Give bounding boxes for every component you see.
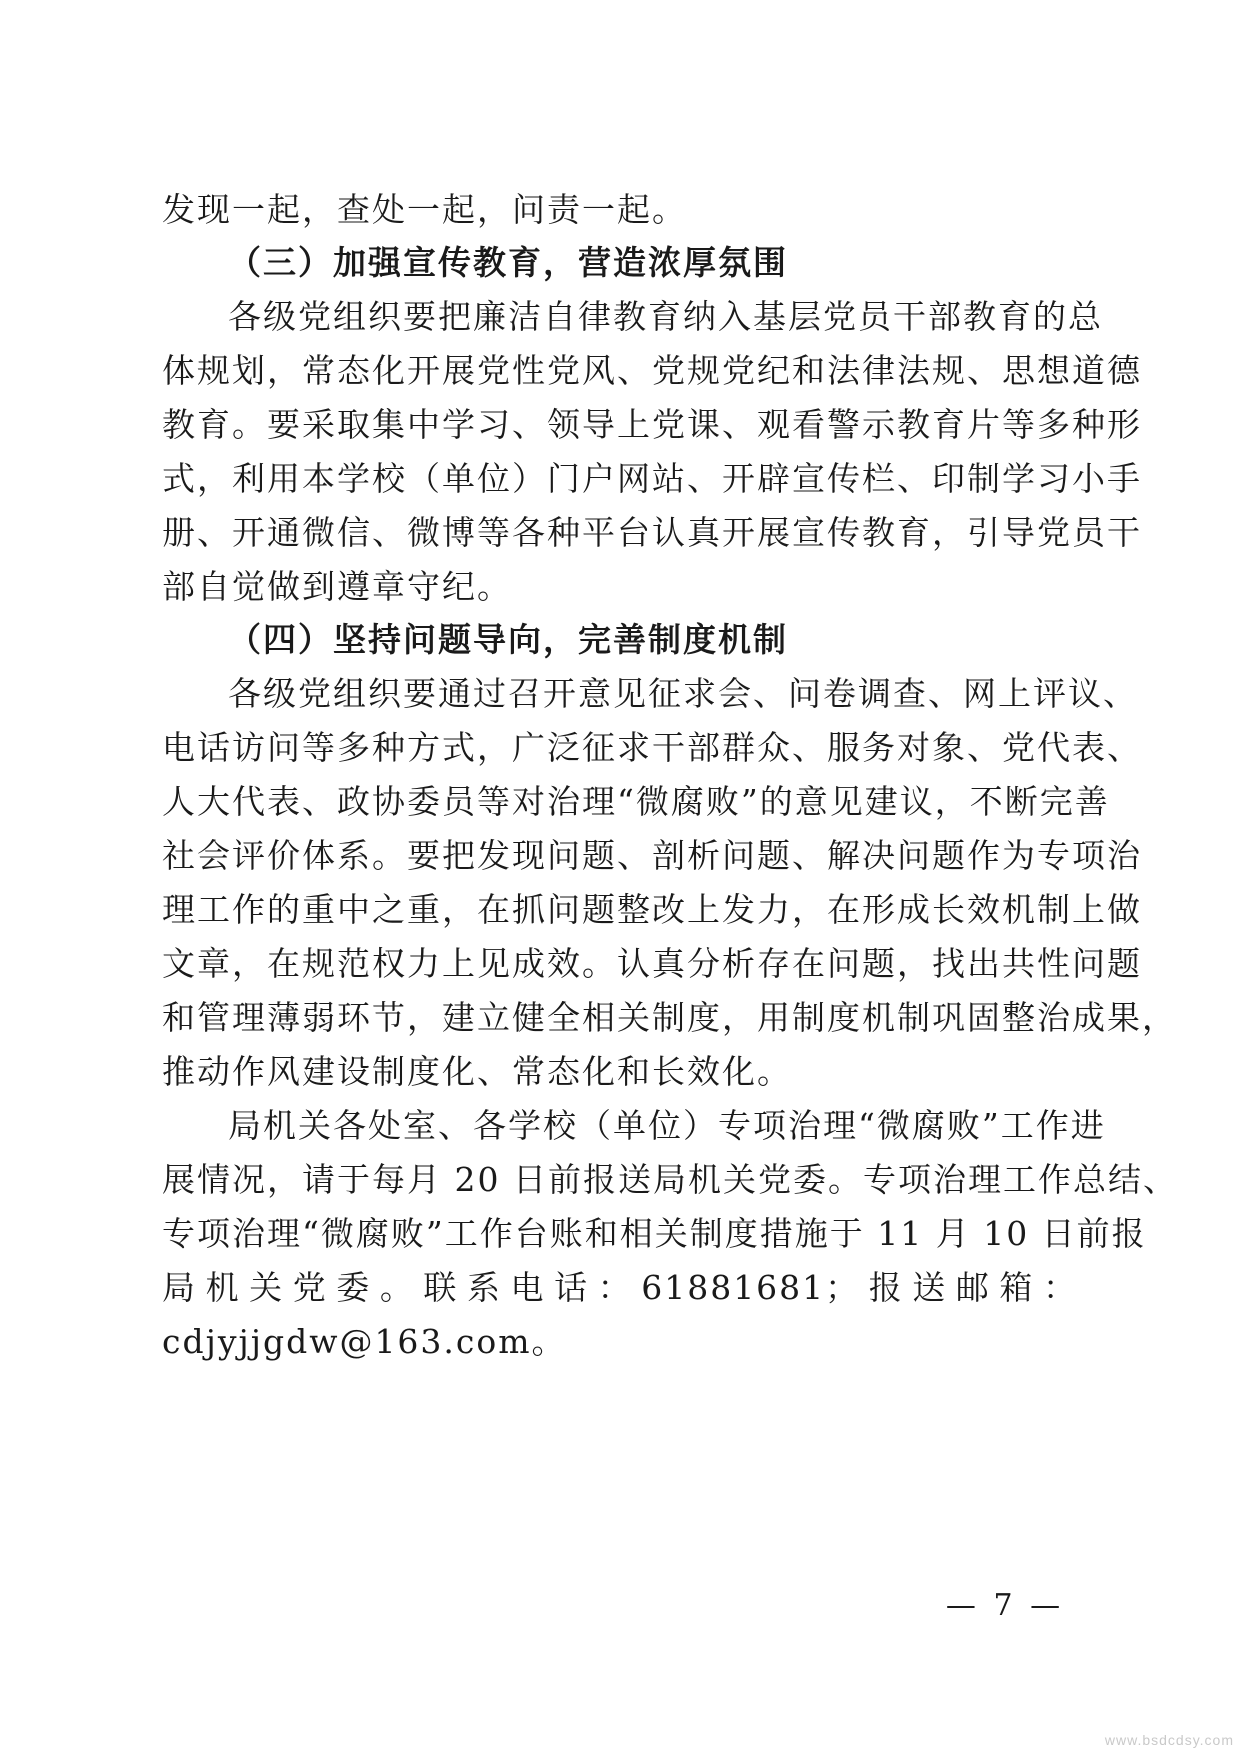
page-number: — 7 — — [945, 1588, 1065, 1623]
body-line: 发现一起，查处一起，问责一起。 — [162, 190, 687, 229]
body-line: 各级党组织要通过召开意见征求会、问卷调查、网上评议、 — [228, 674, 1138, 713]
body-line: 体规划，常态化开展党性党风、党规党纪和法律法规、思想道德 — [162, 351, 1142, 390]
section-heading-4: （四）坚持问题导向，完善制度机制 — [228, 620, 788, 659]
body-line: 展情况，请于每月 20 日前报送局机关党委。专项治理工作总结、 — [162, 1160, 1178, 1199]
body-line: 式，利用本学校（单位）门户网站、开辟宣传栏、印制学习小手 — [162, 459, 1142, 498]
body-line: 各级党组织要把廉洁自律教育纳入基层党员干部教育的总 — [228, 297, 1103, 336]
body-line: 和管理薄弱环节，建立健全相关制度，用制度机制巩固整治成果， — [162, 998, 1177, 1037]
watermark: www.bsdcdsy.com — [1104, 1732, 1234, 1748]
body-line: 教育。要采取集中学习、领导上党课、观看警示教育片等多种形 — [162, 405, 1142, 444]
section-heading-3: （三）加强宣传教育，营造浓厚氛围 — [228, 243, 788, 282]
body-line: 册、开通微信、微博等各种平台认真开展宣传教育，引导党员干 — [162, 513, 1142, 552]
body-line: 推动作风建设制度化、常态化和长效化。 — [162, 1052, 792, 1091]
body-line: 局机关各处室、各学校（单位）专项治理“微腐败”工作进 — [228, 1106, 1106, 1145]
body-line: 社会评价体系。要把发现问题、剖析问题、解决问题作为专项治 — [162, 836, 1142, 875]
body-line: 专项治理“微腐败”工作台账和相关制度措施于 11 月 10 日前报 — [162, 1214, 1147, 1253]
body-line: 电话访问等多种方式，广泛征求干部群众、服务对象、党代表、 — [162, 728, 1142, 767]
body-line: 人大代表、政协委员等对治理“微腐败”的意见建议，不断完善 — [162, 782, 1110, 821]
email-line: cdjyjjgdw@163.com。 — [162, 1322, 567, 1361]
contact-line: 局机关党委。联系电话：61881681；报送邮箱： — [162, 1268, 1078, 1307]
body-line: 理工作的重中之重，在抓问题整改上发力，在形成长效机制上做 — [162, 890, 1142, 929]
body-line: 文章，在规范权力上见成效。认真分析存在问题，找出共性问题 — [162, 944, 1142, 983]
body-line: 部自觉做到遵章守纪。 — [162, 567, 512, 606]
